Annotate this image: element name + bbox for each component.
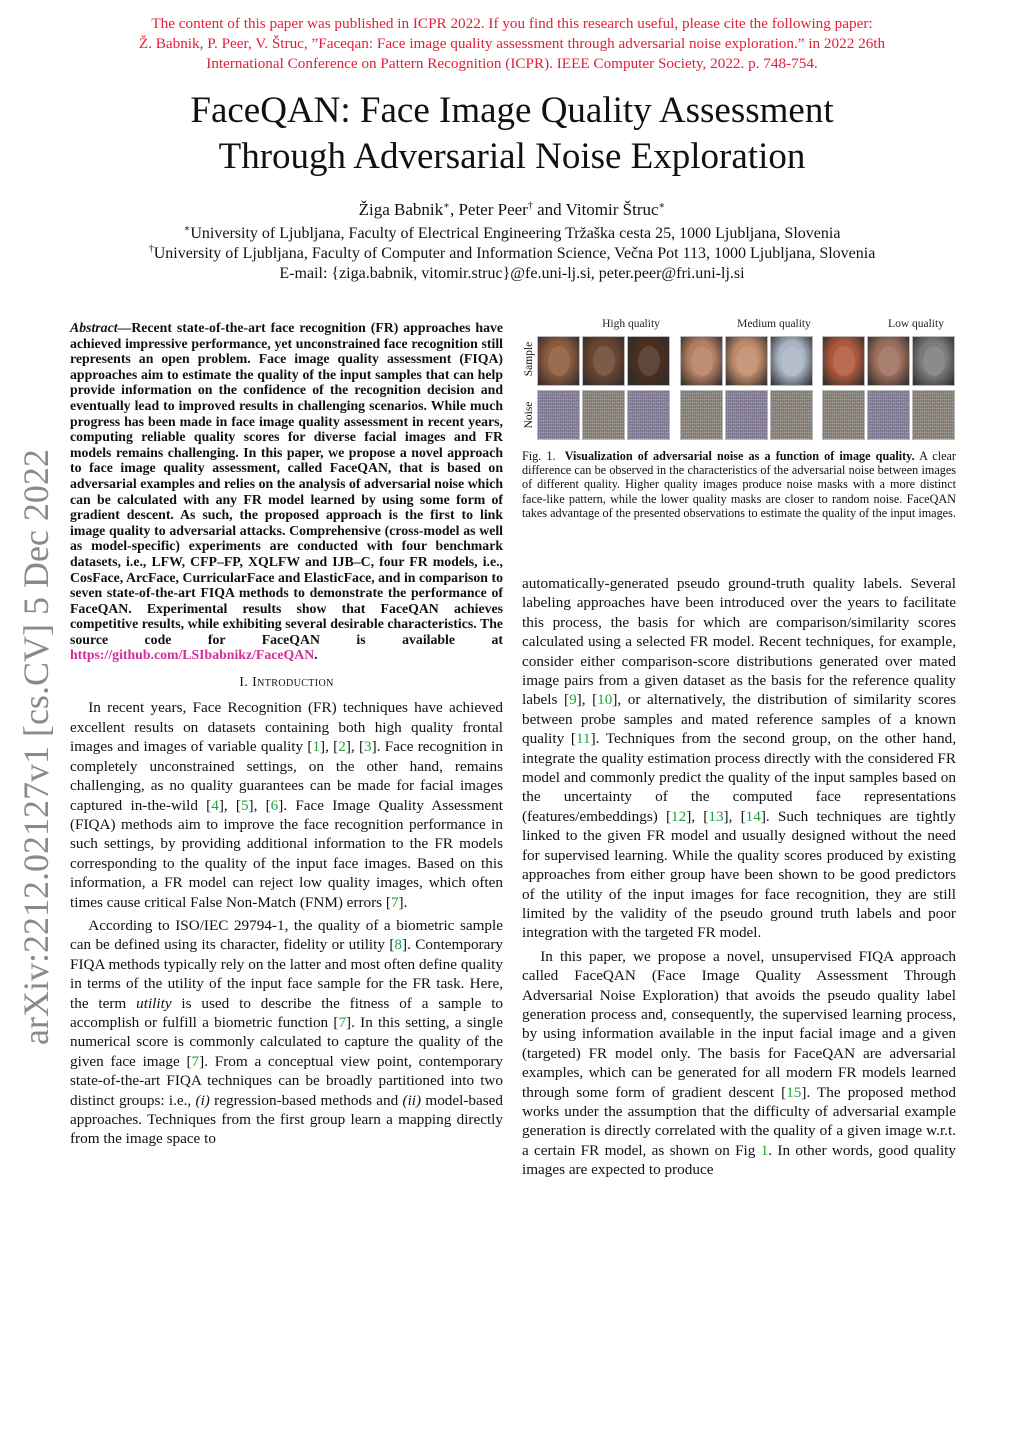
text-run: In recent years, Face Recognition (FR) techniques have achieved excellent results on datasets containing both high quality frontal images and images of variable quality [ bbox=[70, 699, 503, 756]
italic-enum: (i) bbox=[195, 1091, 210, 1109]
low-quality-noise-image-1 bbox=[822, 390, 865, 440]
text-run: ]. Face recognition in completely unconstrained settings, on the other hand, remains challenging, as no quality guarantees can be made for facial images captured in-the-wild [ bbox=[70, 738, 503, 814]
abstract-text: Recent state-of-the-art face recognition (FR) approaches have achieved impressive performance, yet unconstrained face recognition still represents an open problem. Face image quality assessment (FIQA) approaches aim to estimate the quality of the input samples that can help provide information on the confidence of the recognition decision and eventually lead to improved results in challenging scenarios. While much progress has been made in face image quality assessment in recent years, computing reliable quality scores for diverse facial images and FR models remains challenging. In this paper, we propose a novel approach to face image quality assessment, called FaceQAN, that is based on adversarial examples and relies on the analysis of adversarial noise which can be calculated with any FR model learned by using some form of gradient descent. As such, the proposed approach is the first to link image quality to adversarial attacks. Comprehensive (cross-model as well as model-specific) experiments are conducted with four benchmark datasets, i.e., LFW, CFP–FP, XQLFW and IJB–C, four FR models, i.e., CosFace, ArcFace, CurricularFace and ElasticFace, and in comparison to seven state-of-the-art FIQA methods to demonstrate the performance of FaceQAN. Experimental results show that FaceQAN achieves competitive results, while exhibiting several desirable characteristics. The source code for FaceQAN is available at bbox=[70, 320, 503, 647]
citation-link[interactable]: 13 bbox=[708, 807, 724, 825]
column-head-high-quality: High quality bbox=[602, 318, 660, 330]
text-run: ], [ bbox=[723, 807, 746, 825]
text-run: ]. The proposed method works under the assumption that the difficulty of adversarial example generation is directly correlated with the quality of a given image w.r.t. a certain FR model, as shown on Fig bbox=[522, 1083, 956, 1159]
text-run: ]. Such techniques are tightly linked to the given FR model and usually designed without the need for supervised learning. While the quality scores produced by existing approaches from either group have been shown to be good predictors of the utility of the input images for face recognition, they are still limited by the validity of the pseudo ground truth labels and poor integration with the targeted FR model. bbox=[522, 807, 956, 942]
citation-link[interactable]: 6 bbox=[270, 796, 279, 814]
low-quality-sample-image-2 bbox=[867, 336, 910, 386]
citation-link[interactable]: 8 bbox=[394, 936, 403, 954]
citation-link[interactable]: 2 bbox=[338, 738, 346, 756]
intro-paragraph-1 bbox=[70, 698, 503, 911]
author-3: Vitomir Štruc bbox=[565, 200, 659, 219]
column-head-medium-quality: Medium quality bbox=[737, 318, 811, 330]
text-run: ], [ bbox=[320, 738, 339, 756]
abstract bbox=[70, 320, 503, 663]
affiliation-1-text: University of Ljubljana, Faculty of Electrical Engineering Tržaška cesta 25, 1000 Ljubljana, Slovenia bbox=[190, 225, 841, 242]
caption-text: A clear difference can be observed in the characteristics of the adversarial noise between images of different quality. Higher quality images produce noise masks with a more distinct face-like pattern, while the lower quality masks are closer to random noise. FaceQAN takes advantage of the presented observations to estimate the quality of the input images. bbox=[522, 449, 956, 520]
left-column bbox=[70, 320, 503, 1149]
text-run: automatically-generated pseudo ground-truth quality labels. Several labeling approaches have been introduced over the years to facilitate this process, the basis for which are comparison/similarity scores calculated using a selected FR model. Recent techniques, for example, consider either comparison-score distributions generated over mated image pairs from a given dataset as the basis for the reference quality labels [ bbox=[522, 575, 956, 709]
citation-link[interactable]: 10 bbox=[597, 691, 613, 709]
column-head-low-quality: Low quality bbox=[888, 318, 944, 330]
intro-paragraph-2 bbox=[70, 916, 503, 1149]
text-run: model-based approaches. Techniques from the first group learn a mapping directly from the image space to bbox=[70, 1091, 503, 1148]
title-line-2: Through Adversarial Noise Exploration bbox=[218, 136, 806, 177]
high-quality-sample-image-3 bbox=[627, 336, 670, 386]
source-code-link[interactable]: https://github.com/LSIbabnikz/FaceQAN bbox=[70, 647, 315, 663]
affiliation-1 bbox=[60, 224, 964, 244]
text-run: is used to describe the fitness of a sample to accomplish or fulfill a biometric function [ bbox=[70, 994, 504, 1031]
low-quality-noise-image-2 bbox=[867, 390, 910, 440]
right-paragraph-1 bbox=[522, 574, 956, 943]
caption-title: Visualization of adversarial noise as a function of image quality. bbox=[564, 449, 915, 463]
text-run: ]. Contemporary FIQA methods typically rely on the latter and most often define quality in terms of the utility of the input face sample for the FR task. Here, the term bbox=[70, 936, 503, 1012]
text-run: ], [ bbox=[576, 691, 598, 709]
author-emails: E-mail: {ziga.babnik, vitomir.struc}@fe.uni-lj.si, peter.peer@fri.uni-lj.si bbox=[279, 265, 745, 282]
arxiv-identifier: arXiv:2212.02127v1 [cs.CV] 5 Dec 2022 bbox=[16, 449, 56, 1045]
author-1: Žiga Babnik bbox=[358, 200, 444, 219]
text-run: regression-based methods and bbox=[209, 1091, 403, 1109]
figure-1 bbox=[520, 316, 960, 446]
author-1-mark: ∗ bbox=[443, 200, 450, 212]
affiliation-2-text: University of Ljubljana, Faculty of Computer and Information Science, Večna Pot 113, 1000 Ljubljana, Slovenia bbox=[153, 245, 876, 262]
citation-link[interactable]: 3 bbox=[364, 738, 372, 756]
high-quality-noise-image-3 bbox=[627, 390, 670, 440]
high-quality-sample-image-2 bbox=[582, 336, 625, 386]
citation-link[interactable]: 1 bbox=[312, 738, 321, 756]
italic-enum: (ii) bbox=[402, 1091, 422, 1109]
medium-quality-sample-image-2 bbox=[725, 336, 768, 386]
figure-reference-link[interactable]: 1 bbox=[760, 1141, 769, 1159]
notice-line-1: The content of this paper was published in ICPR 2022. If you find this research useful, please cite the following paper: bbox=[151, 15, 873, 32]
right-paragraph-2 bbox=[522, 947, 956, 1180]
text-run: ], [ bbox=[218, 796, 241, 814]
text-run: . In other words, good quality images are expected to produce bbox=[522, 1141, 956, 1179]
citation-link[interactable]: 14 bbox=[745, 807, 761, 825]
section-heading-introduction bbox=[70, 673, 503, 692]
figure-1-caption bbox=[522, 449, 956, 520]
citation-link[interactable]: 7 bbox=[390, 893, 399, 911]
abstract-end: . bbox=[314, 647, 318, 663]
text-run: ], [ bbox=[345, 738, 365, 756]
citation-link[interactable]: 9 bbox=[569, 691, 577, 709]
right-column bbox=[522, 574, 956, 1180]
text-run: According to ISO/IEC 29794-1, the quality of a biometric sample can be defined using its character, fidelity or utility [ bbox=[70, 916, 503, 954]
high-quality-noise-image-1 bbox=[537, 390, 580, 440]
publication-notice bbox=[40, 14, 984, 74]
low-quality-sample-image-3 bbox=[912, 336, 955, 386]
high-quality-sample-image-1 bbox=[537, 336, 580, 386]
high-quality-noise-image-2 bbox=[582, 390, 625, 440]
text-run: In this paper, we propose a novel, unsupervised FIQA approach called FaceQAN (Face Image Quality Assessment Through Adversarial Noise Exploration) that avoids the pseudo quality label generation process and, consequently, the supervised learning process, by using information available in the input facial image and a given (targeted) FR model only. The basis for FaceQAN are adversarial examples, which can be generated for all modern FR models learned through some form of gradient descent [ bbox=[522, 947, 956, 1101]
paper-title bbox=[60, 88, 964, 180]
author-sep-1: , bbox=[449, 200, 459, 219]
row-label-sample: Sample bbox=[523, 341, 535, 377]
citation-link[interactable]: 11 bbox=[575, 730, 591, 748]
abstract-dash: — bbox=[117, 320, 132, 335]
notice-line-3: International Conference on Pattern Recognition (ICPR). IEEE Computer Society, 2022. p. 748-754. bbox=[206, 55, 818, 72]
citation-link[interactable]: 5 bbox=[240, 796, 249, 814]
medium-quality-sample-image-3 bbox=[770, 336, 813, 386]
author-sep-2: and bbox=[532, 200, 566, 219]
citation-link[interactable]: 4 bbox=[211, 796, 219, 814]
title-line-1: FaceQAN: Face Image Quality Assessment bbox=[190, 90, 834, 131]
author-2-mark: † bbox=[527, 200, 533, 212]
affiliation-2-mark: † bbox=[148, 243, 154, 255]
author-2: Peter Peer bbox=[458, 200, 528, 219]
medium-quality-noise-image-1 bbox=[680, 390, 723, 440]
caption-label: Fig. 1. bbox=[522, 449, 556, 463]
medium-quality-noise-image-2 bbox=[725, 390, 768, 440]
affiliation-2 bbox=[60, 244, 964, 264]
low-quality-noise-image-3 bbox=[912, 390, 955, 440]
text-run: ]. From a conceptual view point, contemporary state-of-the-art FIQA techniques can be broadly partitioned into two distinct groups: i.e., bbox=[70, 1052, 503, 1109]
text-run: ]. Techniques from the second group, on the other hand, integrate the quality estimation process directly with the considered FR model and commonly predict the quality of the input samples based on the uncertainty of the computed face representations (features/embeddings) [ bbox=[522, 730, 956, 825]
affiliation-1-mark: ∗ bbox=[183, 223, 191, 235]
text-run: ]. Face Image Quality Assessment (FIQA) methods aim to improve the face recognition performance in such settings, by providing additional information to the FR models corresponding to the quality of the input face images. Based on this information, a FR model can reject low quality images, which often times cause critical False Non-Match (FNM) errors [ bbox=[70, 796, 503, 911]
citation-link[interactable]: 7 bbox=[338, 1013, 347, 1031]
medium-quality-noise-image-3 bbox=[770, 390, 813, 440]
citation-link[interactable]: 12 bbox=[671, 807, 687, 825]
notice-line-2: Ž. Babnik, P. Peer, V. Štruc, ”Faceqan: Face image quality assessment through adversarial noise exploration.” in 2022 26th bbox=[138, 35, 886, 52]
italic-term: utility bbox=[136, 994, 172, 1012]
text-run: ], [ bbox=[248, 796, 271, 814]
text-run: ], or alternatively, the distribution of similarity scores between probe samples and mated reference samples of a known quality [ bbox=[522, 691, 957, 748]
text-run: ]. bbox=[398, 893, 408, 911]
low-quality-sample-image-1 bbox=[822, 336, 865, 386]
text-run: ]. In this setting, a single numerical score is commonly calculated to capture the quality of the given face image [ bbox=[70, 1013, 504, 1070]
citation-link[interactable]: 7 bbox=[191, 1052, 200, 1070]
author-3-mark: ∗ bbox=[658, 200, 666, 212]
section-title-text: Introduction bbox=[252, 675, 334, 691]
section-number: I. bbox=[239, 675, 249, 691]
text-run: ], [ bbox=[686, 807, 709, 825]
row-label-noise: Noise bbox=[523, 401, 535, 429]
medium-quality-sample-image-1 bbox=[680, 336, 723, 386]
author-names bbox=[60, 200, 964, 220]
abstract-label: Abstract bbox=[70, 320, 118, 335]
citation-link[interactable]: 15 bbox=[786, 1083, 802, 1101]
author-block bbox=[60, 200, 964, 284]
